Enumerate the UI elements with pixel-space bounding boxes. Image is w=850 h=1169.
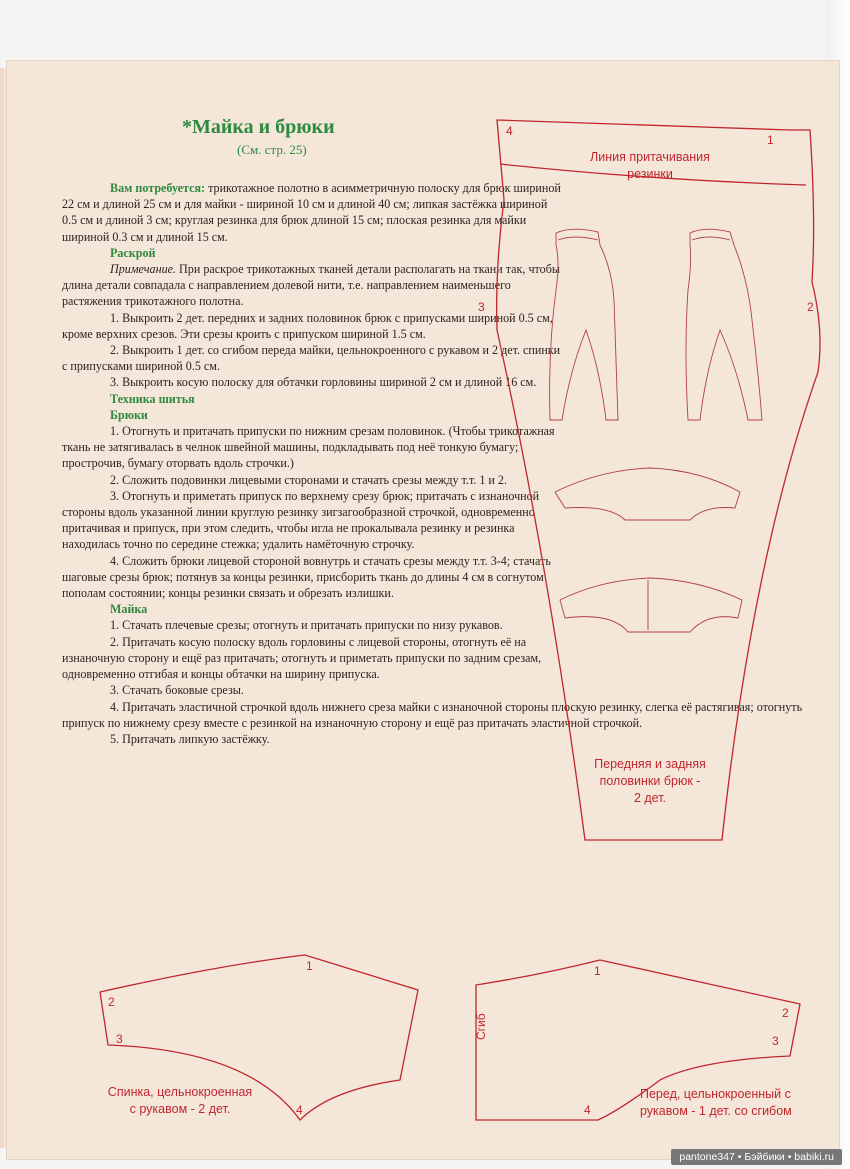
section-heading-technique: Техника шитья <box>110 391 195 406</box>
pants-outline <box>497 120 820 840</box>
back-point-1: 1 <box>306 959 313 973</box>
front-point-3: 3 <box>772 1034 779 1048</box>
note-label: Примечание. <box>110 262 177 277</box>
back-piece-label <box>80 1084 280 1118</box>
back-point-2: 2 <box>108 995 115 1009</box>
page-subtitle: (См. стр. 25) <box>237 142 307 157</box>
shirt-step-4: 4. Притачать эластичной строчкой вдоль нижнего среза майки с изнаночной стороны плоскую резинку, слегка её растягивая; отогнуть припуск по нижнему срезу вместе с резинкой на изнаночную сторону и ещё раз притачать эластичной строчкой. <box>62 699 803 730</box>
pants-step-4: 4. Сложить брюки лицевой стороной вовнутрь и стачать срезы между т.т. 3-4; стачать шаговые срезы брюк; потянув за концы резинки, присборить ткань до длины 4 см в согнутом пополам состоянии; концы резинки связать и обрезать излишки. <box>62 553 551 601</box>
pants-piece-label-line1: Передняя и задняя <box>594 757 706 771</box>
cutting-step-2: 2. Выкроить 1 дет. со сгибом переда майки, цельнокроенного с рукавом и 2 дет. спинки с припусками шириной 0.5 см. <box>62 343 561 374</box>
back-point-4: 4 <box>296 1103 303 1117</box>
pants-point-2: 2 <box>807 300 814 314</box>
pants-point-3: 3 <box>478 300 485 314</box>
section-heading-raskroy: Раскрой <box>110 245 156 260</box>
front-piece-label <box>640 1086 824 1120</box>
front-piece-label-line1: Перед, цельнокроенный с <box>640 1087 791 1101</box>
pants-step-3: 3. Отогнуть и приметать припуск по верхнему срезу брюк; притачать с изнаночной стороны вдоль указанной линии круглую резинку зигзагообразной строчкой, одновременно притачивая и припуск, при этом следить, чтобы игла не прокалывала резинку и резинка находилась точно по середине стежка; удалить намёточную строчку. <box>62 488 540 552</box>
pants-step-2: 2. Сложить подовинки лицевыми сторонами и стачать срезы между т.т. 1 и 2. <box>110 472 507 487</box>
front-piece-label-line2: рукавом - 1 дет. со сгибом <box>640 1104 792 1118</box>
section-heading-pants: Брюки <box>110 407 148 422</box>
note-text: При раскрое трикотажных тканей детали располагать на ткани так, чтобы длина детали совпадала с направлением долевой нити, т.е. направлением наименьшего растяжения трикотажного полотна. <box>62 262 560 309</box>
watermark: pantone347 • Бэйбики • babiki.ru <box>671 1149 842 1165</box>
pants-elastic-label-line2: резинки <box>627 167 673 181</box>
pants-piece-label <box>580 756 720 807</box>
fold-label: Сгиб <box>474 1013 488 1040</box>
pants-elastic-label <box>560 149 740 183</box>
section-heading-shirt: Майка <box>110 602 148 617</box>
cutting-step-1: 1. Выкроить 2 дет. передних и задних половинок брюк с припусками шириной 0.5 см, кроме верхних срезов. Эти срезы кроить с припуском шириной 1.5 см. <box>62 310 553 341</box>
cutting-step-3: 3. Выкроить косую полоску для обтачки горловины шириной 2 см и длиной 16 см. <box>110 375 537 390</box>
pants-point-4: 4 <box>506 124 513 138</box>
pants-sketch-front <box>550 229 618 420</box>
front-point-1: 1 <box>594 964 601 978</box>
pants-sketch-back <box>686 229 762 420</box>
pants-piece-label-line2: половинки брюк - <box>599 774 701 788</box>
front-point-4: 4 <box>584 1103 591 1117</box>
materials-lead: Вам потребуется: <box>110 181 206 195</box>
pants-pattern-piece <box>497 120 820 840</box>
shirt-step-3: 3. Стачать боковые срезы. <box>110 683 244 698</box>
shirt-step-1: 1. Стачать плечевые срезы; отогнуть и притачать припуски по низу рукавов. <box>110 618 503 633</box>
shirt-step-5: 5. Притачать липкую застёжку. <box>110 731 270 746</box>
materials-text: трикотажное полотно в асимметричную полоску для брюк шириной 22 см и длиной 25 см и для майки - шириной 10 см и длиной 40 см; липкая застёжка шириной 0.5 см и длиной 3 см; круглая резинка для брюк длиной 15 см; плоская резинка для майки шириной 0.3 см и длиной 15 см. <box>62 181 561 244</box>
back-point-3: 3 <box>116 1032 123 1046</box>
front-point-2: 2 <box>782 1006 789 1020</box>
pants-elastic-label-line1: Линия притачивания <box>590 150 710 164</box>
page-title: *Майка и брюки <box>182 116 335 138</box>
pants-step-1: 1. Отогнуть и притачать припуски по нижним срезам половинок. (Чтобы трикотажная ткань не затягивалась в челнок швейной машины, подкладывать под неё тонкую бумагу; прострочив, бумагу оторвать вдоль строчки.) <box>62 424 555 471</box>
pants-point-1: 1 <box>767 133 774 147</box>
back-piece-label-line2: с рукавом - 2 дет. <box>129 1102 231 1116</box>
shirt-step-2: 2. Притачать косую полоску вдоль горловины с лицевой стороны, отогнуть её на изнаночную сторону и ещё раз притачать; отогнуть и приметать припуски по задним срезам, одновременно отгибая и концы обтачки на ширину припуска. <box>62 634 542 682</box>
pants-piece-label-line3: 2 дет. <box>633 791 667 805</box>
shirt-sketch-front <box>560 578 742 632</box>
back-piece-label-line1: Спинка, цельнокроенная <box>107 1085 253 1099</box>
shirt-sketch-back <box>555 468 740 520</box>
